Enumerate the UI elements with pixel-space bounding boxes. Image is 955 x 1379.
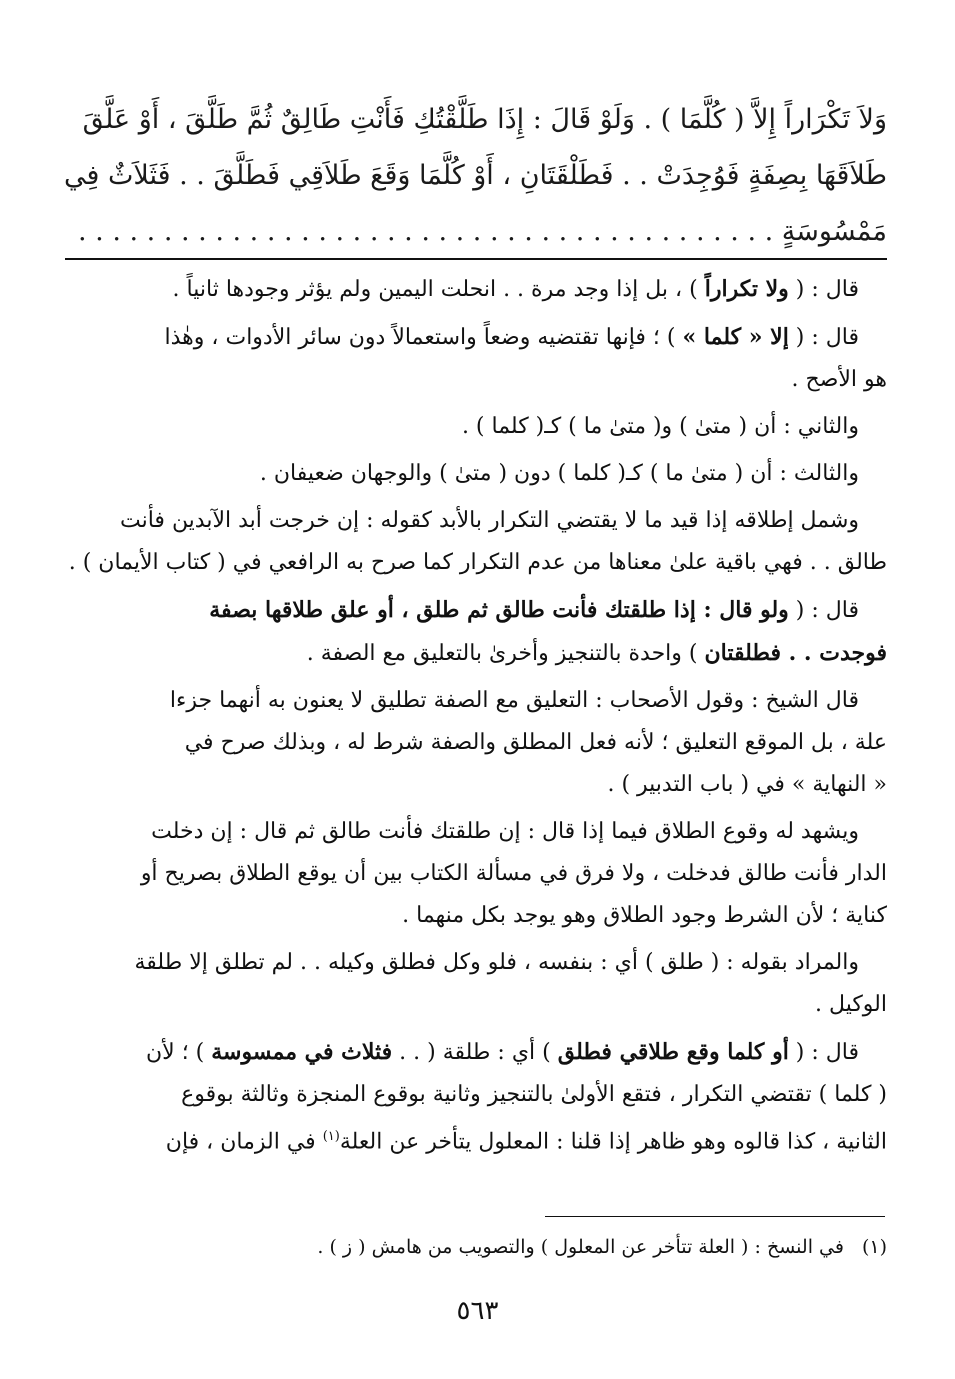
commentary-paragraph (65, 589, 887, 675)
text-run: ) ؛ لأن (146, 1040, 212, 1065)
header-divider (65, 258, 887, 260)
quoted-matn: فوجدت . . فطلقتان (704, 640, 887, 666)
commentary-paragraph (65, 268, 887, 311)
text-run: ويشهد له وقوع الطلاق فيما إذا قال : إن طلقتك فأنت طالق ثم قال : إن دخلت (151, 819, 859, 844)
text-run: قال : ( (788, 325, 859, 350)
commentary-paragraph: والثاني : أن ( متىٰ ) و( متىٰ ما ) كـ( كلما ) . (461, 414, 859, 439)
commentary-paragraph (65, 1031, 887, 1163)
footnote-reference[interactable]: (١) (322, 1129, 340, 1144)
commentary-paragraph (65, 811, 887, 937)
text-run: ) ، بل إذا وجد مرة . . انحلت اليمين ولم يؤثر وجودها ثانياً . (172, 277, 705, 302)
footnote-marker: (١) (861, 1236, 887, 1258)
quoted-matn: ولا تكراراً (704, 276, 789, 302)
matn-text (65, 92, 887, 260)
quoted-matn: ولو قال : إذا طلقتك فأنت طالق ثم طلق ، أو علق طلاقها بصفة (209, 597, 789, 623)
text-run: الدار فأنت طالق فدخلت ، ولا فرق في مسألة الكتاب بين أن يوقع الطلاق بصريح أو (140, 861, 887, 886)
quoted-matn: أو كلما وقع طلاقي فطلق (557, 1039, 789, 1065)
text-run: وشمل إطلاقه إذا قيد ما لا يقتضي التكرار بالأبد كقوله : إن خرجت أبد الآبدين فأنت (120, 508, 859, 533)
text-run: قال الشيخ : وقول الأصحاب : التعليق مع الصفة تطليق لا يعنون به أنهما جزءا (169, 688, 859, 713)
text-run: ( كلما ) تقتضي التكرار ، فتقع الأولىٰ بالتنجيز وثانية بوقوع المنجزة وثالثة بوقوع (181, 1082, 887, 1107)
matn-line: طَلاَقَهَا بِصِفَةٍ فَوُجِدَتْ . . فَطَلْقَتَانِ ، أَوْ كُلَّمَا وَقَعَ طَلاَقِي فَطَلَّقَ . . فَثَلاَثٌ فِي (63, 160, 887, 191)
commentary (65, 268, 887, 1168)
text-run: هو الأصح . (791, 367, 887, 392)
footnote-divider (545, 1216, 885, 1217)
commentary-paragraph (65, 942, 887, 1026)
text-run: ) ؛ فإنها تقتضيه وضعاً واستعمالاً دون سائر الأدوات ، وهٰذا (164, 325, 683, 350)
text-run: الوكيل . (815, 992, 887, 1017)
quoted-matn: فثلاث في ممسوسة (211, 1039, 393, 1065)
text-run: قال : ( (788, 1040, 859, 1065)
text-run: علة ، بل الموقع التعليق ؛ لأنه فعل المطلق والصفة شرط له ، وبذلك صرح في (184, 730, 887, 755)
commentary-paragraph (65, 680, 887, 806)
commentary-paragraph: والثالث : أن ( متىٰ ما ) كـ( كلما ) دون ( متىٰ ) والوجهان ضعيفان . (259, 461, 859, 486)
page-number: ٥٦٣ (456, 1296, 499, 1326)
text-run: قال : ( (788, 277, 859, 302)
quoted-matn: إلا « كلما » (682, 324, 789, 350)
text-run: الثانية ، كذا قالوه وهو ظاهر إذا قلنا : المعلول يتأخر عن العلة (339, 1129, 887, 1155)
commentary-paragraph (65, 500, 887, 584)
footnote (65, 1232, 887, 1262)
text-run: كناية ؛ لأن الشرط وجود الطلاق وهو يوجد بكل منهما . (402, 903, 887, 928)
text-run: في الزمان ، فإن (165, 1129, 323, 1155)
text-run: طالق . . فهي باقية علىٰ معناها من عدم التكرار كما صرح به الرافعي في ( كتاب الأيمان ) . (68, 550, 887, 575)
text-run: ) واحدة بالتنجيز وأخرىٰ بالتعليق مع الصفة . (306, 641, 705, 666)
matn-line: مَمْسُوسَةٍ . . . . . . . . . . . . . . . . . . . . . . . . . . . . . . . . . . . . . . . . . (78, 216, 887, 247)
text-run: « النهاية » في ( باب التدبير ) . (607, 772, 887, 797)
text-run: ) أي : طلقة ( . . (392, 1040, 558, 1065)
footnote-text: في النسخ : ( العلة تتأخر عن المعلول ) والتصويب من هامش ( ز ) . (317, 1236, 844, 1258)
text-run: والمراد بقوله : ( طلق ) أي : بنفسه ، فلو وكل فطلق وكيله . . لم تطلق إلا طلقة (134, 950, 859, 975)
text-run: قال : ( (788, 598, 859, 623)
commentary-paragraph (65, 316, 887, 401)
matn-line: وَلاَ تَكْرَاراً إِلاَّ ( كُلَّمَا ) . وَلَوْ قَالَ : إِذَا طَلَّقْتُكِ فَأَنْتِ طَالِقٌ ثُمَّ طَلَّقَ ، أَوْ عَلَّقَ (82, 104, 887, 135)
